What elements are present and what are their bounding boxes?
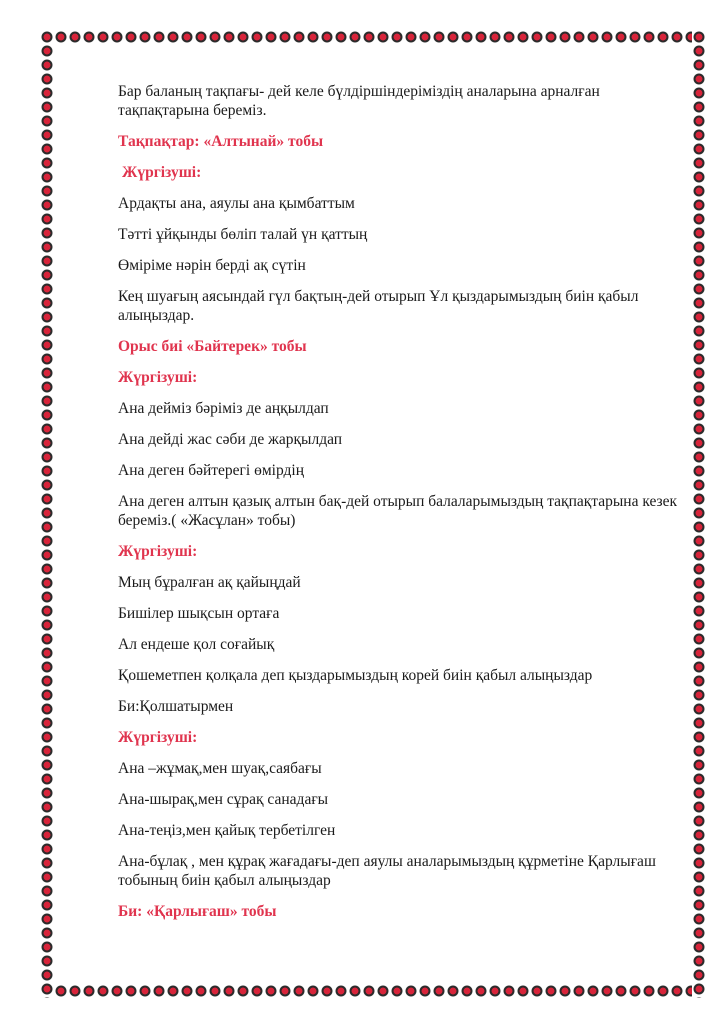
speaker-heading: Жүргізуші: bbox=[122, 164, 202, 181]
speaker-heading: Жүргізуші: bbox=[118, 729, 198, 746]
paragraph: Бар баланың тақпағы- дей келе бүлдіршіндеріміздің аналарына арналған тақпақтарына береміз. bbox=[118, 83, 600, 119]
verse-line: Өміріме нәрін берді ақ сүтін bbox=[118, 257, 306, 274]
paragraph: Кең шуағың аясындай гүл бақтың-дей отырып Ұл қыздарымыздың биін қабыл алыңыздар. bbox=[118, 288, 639, 324]
paragraph: Қошеметпен қолқала деп қыздарымыздың корей биін қабыл алыңыздар bbox=[118, 667, 593, 684]
ornament-border-bottom bbox=[40, 984, 706, 998]
section-heading: Би: «Қарлығаш» тобы bbox=[118, 903, 277, 920]
document-content bbox=[118, 82, 678, 933]
verse-line: Ана –жұмақ,мен шуақ,саябағы bbox=[118, 760, 322, 777]
section-heading: Тақпақтар: «Алтынай» тобы bbox=[118, 133, 324, 150]
verse-line: Ана дейміз бәріміз де аңқылдап bbox=[118, 400, 329, 417]
paragraph: Би:Қолшатырмен bbox=[118, 698, 234, 715]
verse-line: Ана-шырақ,мен сұрақ санадағы bbox=[118, 791, 329, 808]
speaker-heading: Жүргізуші: bbox=[118, 369, 198, 386]
verse-line: Ана дейді жас сәби де жарқылдап bbox=[118, 431, 343, 448]
verse-line: Ана-теңіз,мен қайық тербетілген bbox=[118, 822, 336, 839]
section-heading: Орыс биі «Байтерек» тобы bbox=[118, 338, 307, 355]
verse-line: Тәтті ұйқынды бөліп талай үн қаттың bbox=[118, 226, 368, 243]
verse-line: Ардақты ана, аяулы ана қымбаттым bbox=[118, 195, 355, 212]
paragraph: Ана деген алтын қазық алтын бақ-дей отырып балаларымыздың тақпақтарына кезек береміз.( «Жасұлан» тобы) bbox=[118, 493, 678, 529]
paragraph: Ана-бұлақ , мен құрақ жағадағы-деп аяулы аналарымыздың құрметіне Қарлығаш тобының биін қабыл алыңыздар bbox=[118, 853, 656, 889]
verse-line: Бишілер шықсын ортаға bbox=[118, 605, 280, 622]
verse-line: Мың бұралған ақ қайыңдай bbox=[118, 574, 301, 591]
speaker-heading: Жүргізуші: bbox=[118, 543, 198, 560]
ornament-border-right bbox=[692, 30, 706, 998]
verse-line: Ана деген бәйтерегі өмірдің bbox=[118, 462, 304, 479]
verse-line: Ал ендеше қол соғайық bbox=[118, 636, 275, 653]
ornament-border-left bbox=[40, 30, 54, 998]
ornament-border-top bbox=[40, 30, 706, 44]
